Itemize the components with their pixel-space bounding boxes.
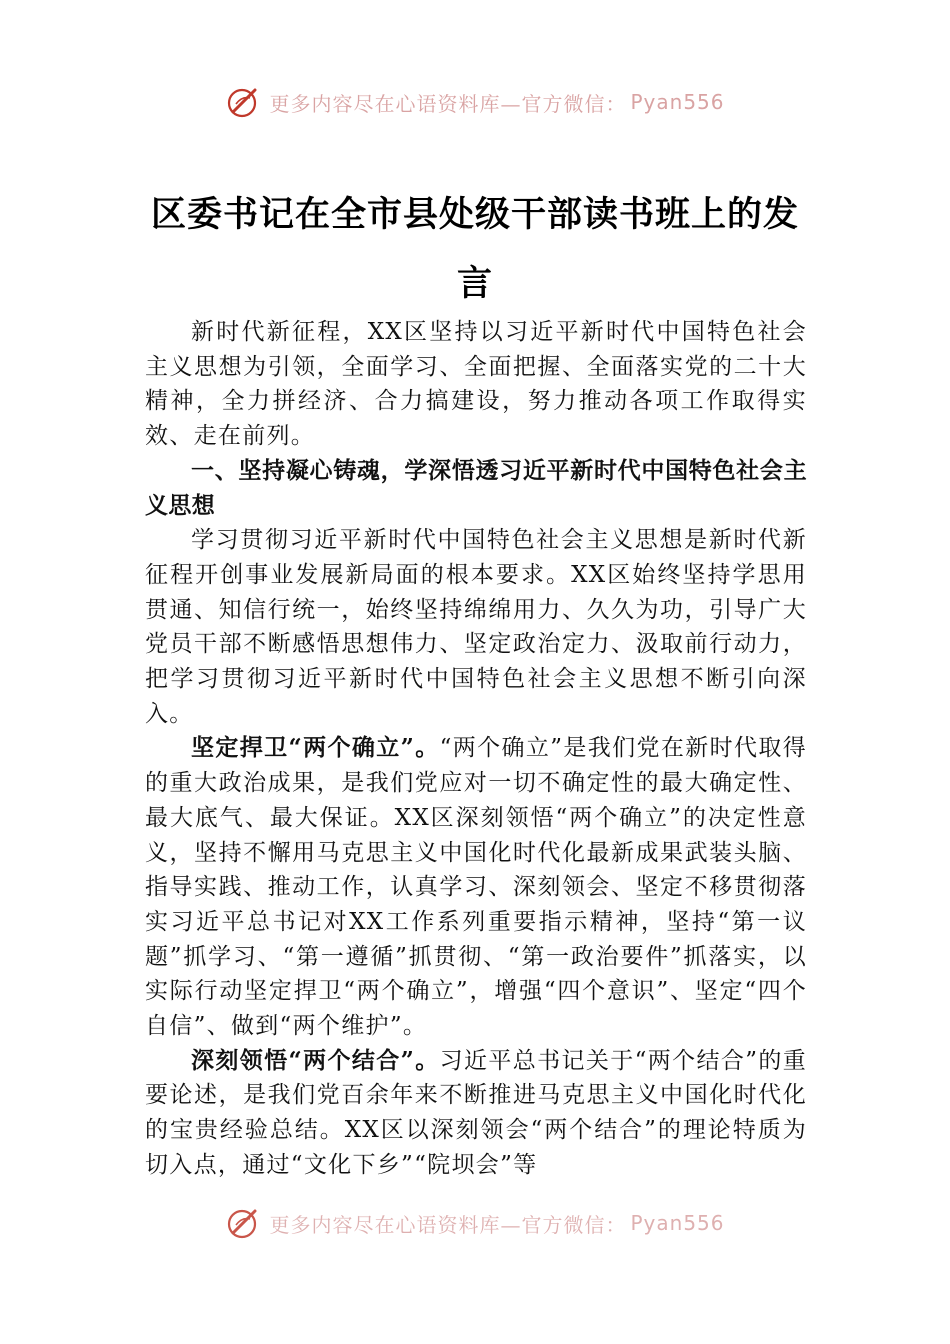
watermark-text: 更多内容尽在心语资料库—官方微信：	[269, 91, 627, 116]
document-title: 区委书记在全市县处级干部读书班上的发言	[150, 194, 799, 304]
body-two-combinations: 习近平总书记关于“两个结合”的重要论述，是我们党百余年来不断推进马克思主义中国化时代化的宝贵经验总结。XX区以深刻领会“两个结合”的理论特质为切入点，通过“文化下乡”“院坝会”等	[145, 1047, 807, 1178]
section-heading-1: 一、坚持凝心铸魂，学深悟透习近平新时代中国特色社会主义思想	[145, 457, 807, 519]
section-1-paragraph: 学习贯彻习近平新时代中国特色社会主义思想是新时代新征程开创事业发展新局面的根本要求。XX区始终坚持学思用贯通、知信行统一，始终坚持绵绵用力、久久为功，引导广大党员干部不断感悟思想伟力、坚定政治定力、汲取前行动力，把学习贯彻习近平新时代中国特色社会主义思想不断引向深入。	[145, 527, 807, 727]
lead-two-combinations: 深刻领悟“两个结合”。	[191, 1046, 440, 1074]
paragraph-two-combinations	[145, 1044, 807, 1183]
body-two-confirmations: “两个确立”是我们党在新时代取得的重大政治成果，是我们党应对一切不确定性的最大确定性、最大底气、最大保证。XX区深刻领悟“两个确立”的决定性意义，坚持不懈用马克思主义中国化时代化最新成果武装头脑、指导实践、推动工作，认真学习、深刻领会、坚定不移贯彻落实习近平总书记对XX工作系列重要指示精神，坚持“第一议题”抓学习、“第一遵循”抓贯彻、“第一政治要件”抓落实，以实际行动坚定捍卫“两个确立”，增强“四个意识”、坚定“四个自信”、做到“两个维护”。	[145, 735, 807, 1040]
lead-two-confirmations: 坚定捍卫“两个确立”。	[191, 734, 440, 762]
watermark-handle: Pyan556	[630, 90, 725, 114]
watermark-bottom	[0, 1203, 950, 1243]
brush-logo-icon	[225, 84, 261, 120]
watermark-handle: Pyan556	[630, 1211, 725, 1235]
document-body	[145, 315, 807, 1183]
watermark-text: 更多内容尽在心语资料库—官方微信：	[269, 1212, 627, 1237]
paragraph-two-confirmations	[145, 731, 807, 1043]
brush-logo-icon	[225, 1205, 261, 1241]
watermark-top	[0, 82, 950, 122]
intro-paragraph: 新时代新征程，XX区坚持以习近平新时代中国特色社会主义思想为引领，全面学习、全面把握、全面落实党的二十大精神，全力拼经济、合力搞建设，努力推动各项工作取得实效、走在前列。	[145, 319, 807, 450]
